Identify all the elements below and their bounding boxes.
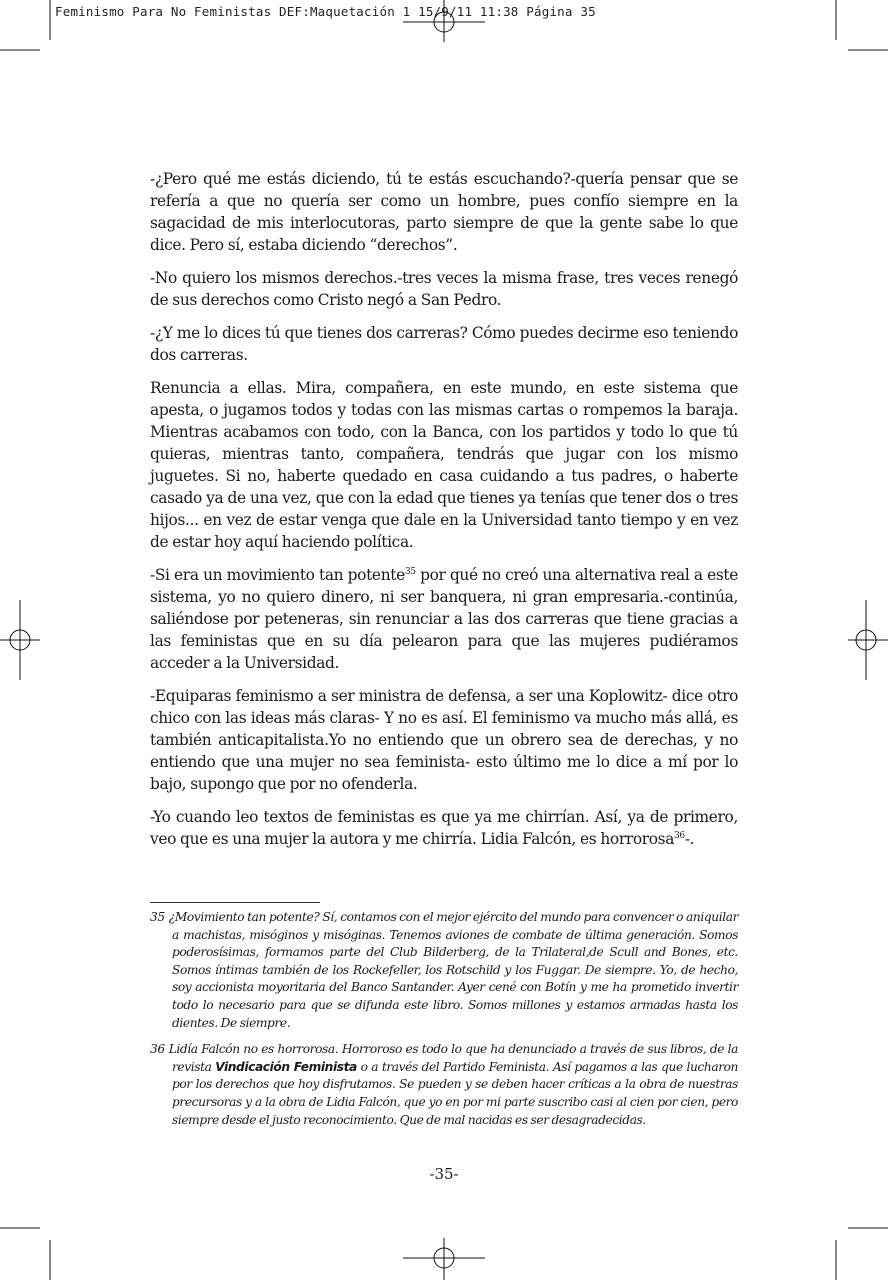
- paragraph-5: [150, 564, 738, 674]
- footnote-number: 35: [150, 910, 165, 924]
- paragraph-7-lead: -Yo cuando leo textos de feministas es que ya me chirrían. Así, ya de primero, veo que es una mujer la autora y me chirría. Lidia Falcón, es horrorosa: [150, 808, 738, 848]
- footnote-separator: [150, 902, 320, 903]
- footnote-number: 36: [150, 1042, 165, 1057]
- paragraph-4: Renuncia a ellas. Mira, compañera, en este mundo, en este sistema que apesta, o jugamos todos y todas con las mismas cartas o rompemos la baraja. Mientras acabamos con todo, con la Banca, con los partidos y todo lo que tú quieras, mientras tanto, compañera, tendrás que jugar con los mismo juguetes. Si no, haberte quedado en casa cuidando a tus padres, o haberte casado ya de una vez, que con la edad que tienes ya tenías que tener dos o tres hijos... en vez de estar venga que dale en la Universidad tanto tiempo y en vez de estar hoy aquí haciendo política.: [150, 379, 738, 551]
- paragraph-1: -¿Pero qué me estás diciendo, tú te estás escuchando?-quería pensar que se refería a que no quería ser como un hombre, pues confío siempre en la sagacidad de mis interlocutoras, parto siempre de que la gente sabe lo que dice. Pero sí, estaba diciendo “derechos”.: [150, 170, 738, 254]
- footnote-35: [150, 909, 738, 1032]
- body-text: [150, 168, 738, 861]
- page-number: -35-: [429, 1165, 459, 1183]
- footnote-text: ¿Movimiento tan potente? Sí, contamos con el mejor ejército del mundo para convencer o aniquilar a machistas, misóginos y misóginas. Tenemos aviones de combate de última generación. Somos poderosísimas, formamos parte del Club Bilderberg, de la Trilateral,de Scull and Bones, etc. Somos íntimas también de los Rockefeller, los Rotschild y los Fuggar. De siempre. Yo, de hecho, soy accionista moyoritaria del Banco Santander. Ayer cené con Botín y me ha prometido invertir todo lo necesario para que se difunda este libro. Somos millones y estamos armadas hasta los dientes. De siempre.: [168, 910, 738, 1030]
- paragraph-5-rest: por qué no creó una alternativa real a este sistema, yo no quiero dinero, ni ser banquera, ni gran empresaria.-continúa, saliéndose por peteneras, sin renunciar a las dos carreras que tiene gracias a las feministas que en su día pelearon para que las mujeres pudiéramos acceder a la Universidad.: [150, 566, 738, 672]
- paragraph-2: -No quiero los mismos derechos.-tres veces la misma frase, tres veces renegó de sus derechos como Cristo negó a San Pedro.: [150, 269, 738, 309]
- footnote-ref-35[interactable]: 35: [404, 566, 416, 577]
- registration-mark-left: [0, 600, 40, 680]
- footnote-ref-36[interactable]: 36: [674, 830, 685, 841]
- registration-mark-bottom: [403, 1238, 485, 1280]
- paragraph-6: -Equiparas feminismo a ser ministra de defensa, a ser una Koplowitz- dice otro chico con las ideas más claras- Y no es así. El feminismo va mucho más allá, es también anticapitalista.Yo no entiendo que un obrero sea de derechas, y no entiendo que una mujer no sea feminista- esto último me lo dice a mí por lo bajo, supongo que por no ofenderla.: [150, 687, 738, 793]
- registration-mark-right: [848, 600, 888, 680]
- footnotes: [150, 909, 738, 1138]
- print-slug-header: Feminismo Para No Feministas DEF:Maquetación 1 15/9/11 11:38 Página 35: [55, 4, 596, 19]
- paragraph-3: -¿Y me lo dices tú que tienes dos carreras? Cómo puedes decirme eso teniendo dos carreras.: [150, 324, 738, 364]
- footnote-36: [150, 1041, 738, 1129]
- footnote-text-rest: o a través del Partido Feminista. Así pagamos a las que lucharon por los derechos que hoy disfrutamos. Se pueden y se deben hacer críticas a la obra de nuestras precursoras y a la obra de Lidia Falcón, que yo en por mi parte suscribo casi al cien por cien, pero siempre desde el justo reconocimiento. Que de mal nacidas es ser desagradecidas.: [172, 1059, 739, 1127]
- registration-mark-top: [403, 0, 485, 42]
- paragraph-7: [150, 806, 738, 850]
- footnote-text-lead: Lidía Falcón no es horrorosa. Horroroso es todo lo que ha denunciado a través de sus libros, de la revista: [168, 1042, 738, 1074]
- paragraph-5-lead: -Si era un movimiento tan potente: [150, 566, 405, 584]
- footnote-bold-title: Vindicación Feminista: [215, 1059, 357, 1074]
- paragraph-7-end: -.: [684, 830, 695, 848]
